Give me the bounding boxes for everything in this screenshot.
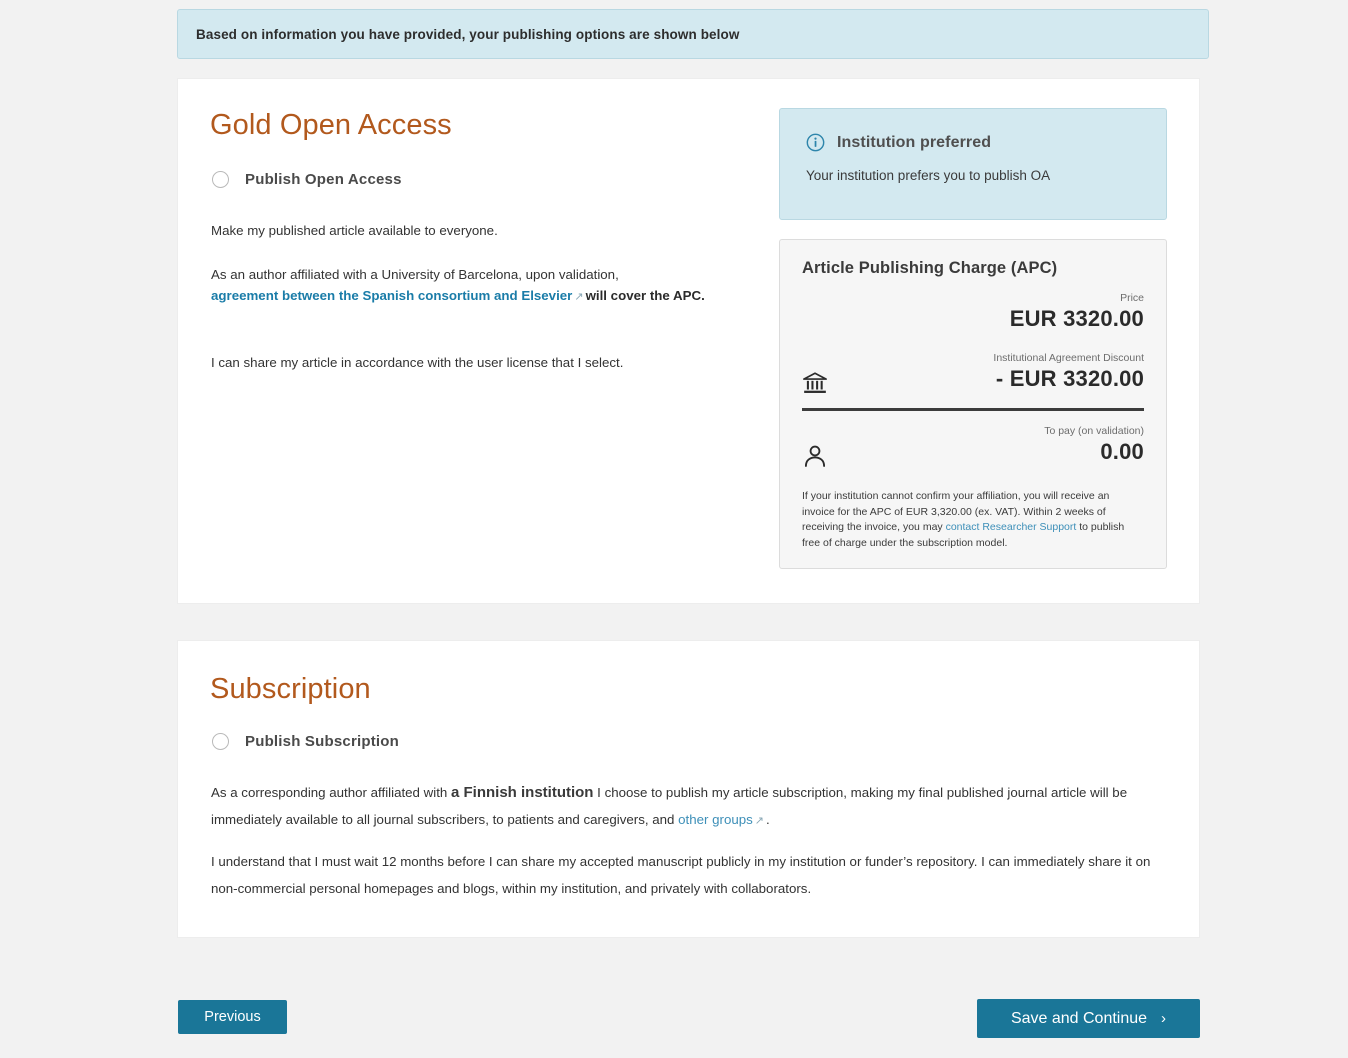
finnish-institution-emphasis: a Finnish institution <box>450 784 594 801</box>
subscription-paragraph-1 <box>211 779 1161 835</box>
info-circle-icon <box>806 133 825 152</box>
apc-to-pay-amount: 0.00 <box>1100 439 1144 464</box>
gold-paragraph-2-lead: As an author affiliated with a University of Barcelona, upon validation, <box>211 267 619 282</box>
apc-row-price <box>802 292 1144 338</box>
external-link-icon: ↗ <box>574 291 584 303</box>
apc-fineprint <box>802 489 1144 551</box>
apc-panel-title: Article Publishing Charge (APC) <box>802 259 1058 277</box>
bank-icon <box>802 370 828 396</box>
publish-open-access-label: Publish Open Access <box>245 171 402 188</box>
apc-fineprint-part-1: If your institution cannot confirm your affiliation, you will receive an invoice for the APC of EUR 3,320.00 (ex. VAT). Within 2 weeks of receiving the invoice, you may <box>802 490 1110 533</box>
contact-researcher-support-link[interactable]: contact Researcher Support <box>945 521 1077 533</box>
subscription-card <box>177 640 1200 938</box>
apc-price-amount: EUR 3320.00 <box>1009 306 1144 331</box>
apc-price-caption: Price <box>1120 292 1144 304</box>
publish-subscription-label: Publish Subscription <box>245 733 400 750</box>
save-button-label: Save and Continue <box>1010 1009 1148 1027</box>
gold-paragraph-2-trailing: will cover the APC. <box>585 288 705 303</box>
callout-body: Your institution prefers you to publish OA <box>806 168 1051 183</box>
info-banner <box>177 9 1209 59</box>
institution-preferred-callout <box>779 108 1167 220</box>
previous-button[interactable] <box>178 1000 287 1034</box>
radio-icon[interactable] <box>212 171 229 188</box>
apc-fineprint-part-2: to publish free of charge under the subscription model. <box>802 521 1125 549</box>
gold-paragraph-1: Make my published article available to everyone. <box>211 223 498 238</box>
person-icon <box>802 443 828 469</box>
callout-title: Institution preferred <box>837 133 992 151</box>
callout-header <box>806 133 1140 152</box>
chevron-right-icon: › <box>1161 1010 1167 1027</box>
sub-p1-lead: As a corresponding author affiliated with <box>211 785 451 800</box>
save-and-continue-button[interactable] <box>977 999 1200 1038</box>
gold-paragraph-3: I can share my article in accordance with the user license that I select. <box>211 355 624 370</box>
apc-panel <box>779 239 1167 569</box>
apc-row-discount <box>802 352 1144 398</box>
apc-row-to-pay <box>802 425 1144 471</box>
subscription-paragraph-2: I understand that I must wait 12 months before I can share my accepted manuscript publicly in my institution or funder’s repository. I can immediately share it on non-commercial personal homepages and blogs, within my institution, and privately with collaborators. <box>211 854 1151 896</box>
apc-to-pay-caption: To pay (on validation) <box>1044 425 1144 437</box>
other-groups-link[interactable]: other groups <box>678 812 753 827</box>
gold-open-access-title: Gold Open Access <box>210 109 452 141</box>
radio-icon[interactable] <box>212 733 229 750</box>
previous-button-label: Previous <box>204 1009 261 1025</box>
gold-paragraph-2 <box>211 264 751 308</box>
external-link-icon: ↗ <box>754 815 765 827</box>
info-banner-text: Based on information you have provided, your publishing options are shown below <box>196 26 740 42</box>
apc-divider <box>802 408 1144 411</box>
gold-open-access-card <box>177 78 1200 604</box>
subscription-title: Subscription <box>210 673 371 705</box>
apc-discount-caption: Institutional Agreement Discount <box>993 352 1144 364</box>
sub-p1-trailing: . <box>766 812 770 827</box>
publish-open-access-radio-row[interactable] <box>212 171 402 188</box>
sub-p1-middle: I choose to publish my article subscription, making my final published journal article will be immediately available to all journal subscribers, to patients and caregivers, and <box>211 785 1128 827</box>
apc-discount-amount: - EUR 3320.00 <box>995 366 1144 391</box>
publish-subscription-radio-row[interactable] <box>212 733 399 750</box>
spanish-consortium-agreement-link[interactable]: agreement between the Spanish consortium and Elsevier <box>211 288 573 303</box>
